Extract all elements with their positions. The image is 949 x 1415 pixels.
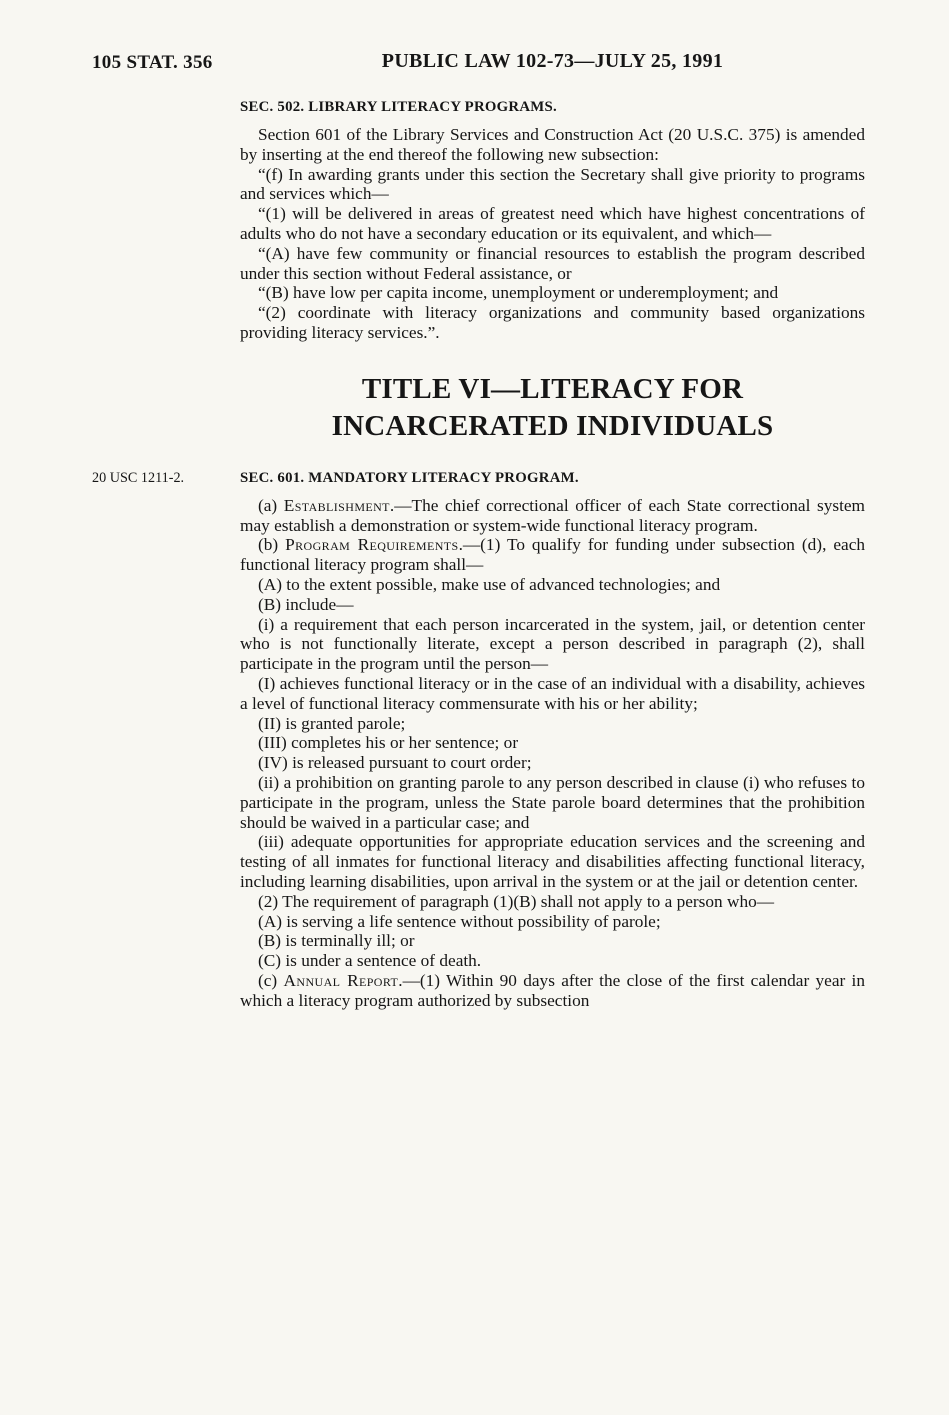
statute-body <box>92 98 866 1010</box>
sec502-subparagraph-B: “(B) have low per capita income, unemployment or underemployment; and <box>258 283 779 303</box>
sec502-intro-paragraph: Section 601 of the Library Services and Construction Act (20 U.S.C. 375) is amended by inserting at the end thereof the following new subsection: <box>240 125 865 164</box>
sec601-subclause-III: (III) completes his or her sentence; or <box>258 733 519 753</box>
sec601-clause-iii: (iii) adequate opportunities for appropriate education services and the screening and testing of all inmates for functional literacy and disabilities affecting functional literacy, including learning disabilities, upon arrival in the system or at the jail or detention center. <box>240 832 865 891</box>
subsection-a-text: .—The chief correctional officer of each State correctional system may establish a demonstration or system-wide functional literacy program. <box>240 495 865 535</box>
sec601-b1-subparagraph-A: (A) to the extent possible, make use of advanced technologies; and <box>258 574 721 594</box>
subsection-c-smallcaps: Annual Report <box>283 970 399 990</box>
stat-page-number: 105 STAT. 356 <box>92 52 213 73</box>
sec601-subclause-IV: (IV) is released pursuant to court order; <box>258 753 532 773</box>
title-vi-line2: INCARCERATED INDIVIDUALS <box>331 409 774 442</box>
sec-502-heading: SEC. 502. LIBRARY LITERACY PROGRAMS. <box>240 99 557 115</box>
sec601-b-paragraph-2: (2) The requirement of paragraph (1)(B) shall not apply to a person who— <box>258 891 775 911</box>
subsection-c-text: .—(1) Within 90 days after the close of the first calendar year in which a literacy program authorized by subsection <box>240 970 865 1010</box>
public-law-title: PUBLIC LAW 102-73—JULY 25, 1991 <box>381 50 724 72</box>
title-vi-line1: TITLE VI—LITERACY FOR <box>361 372 744 405</box>
subsection-c-label: (c) <box>258 970 284 990</box>
title-vi-heading <box>240 371 865 445</box>
sec601-subsection-a <box>240 496 865 536</box>
subsection-b-smallcaps: Program Requirements <box>285 535 459 555</box>
sec-601-section <box>92 469 866 1011</box>
page-header <box>0 50 949 80</box>
sec502-subparagraph-A: “(A) have few community or financial resources to establish the program described under this section without Federal assistance, or <box>240 243 865 283</box>
subsection-b-text: .—(1) To qualify for funding under subsection (d), each functional literacy program shall— <box>240 535 866 575</box>
sec502-paragraph-1: “(1) will be delivered in areas of greatest need which have highest concentrations of adults who do not have a secondary education or its equivalent, and which— <box>240 204 865 243</box>
uscode-margin-note: 20 USC 1211-2. <box>92 469 185 486</box>
sec502-subsection-f: “(f) In awarding grants under this section the Secretary shall give priority to programs and services which— <box>240 164 865 204</box>
sec601-b2-subparagraph-A: (A) is serving a life sentence without possibility of parole; <box>258 911 661 931</box>
subsection-a-smallcaps: Establishment <box>283 495 390 515</box>
sec601-subsection-b <box>240 535 865 575</box>
sec601-b2-subparagraph-B: (B) is terminally ill; or <box>258 931 415 951</box>
sec-601-heading: SEC. 601. MANDATORY LITERACY PROGRAM. <box>240 469 579 486</box>
sec601-subclause-II: (II) is granted parole; <box>258 713 406 733</box>
sec601-b1-subparagraph-B: (B) include— <box>258 594 354 614</box>
sec601-subsection-c <box>240 971 865 1011</box>
subsection-a-label: (a) <box>258 495 284 515</box>
sec601-clause-ii: (ii) a prohibition on granting parole to any person described in clause (i) who refuses to participate in the program, unless the State parole board determines that the prohibition should be waived in a particular case; and <box>240 772 865 832</box>
sec502-paragraph-2: “(2) coordinate with literacy organizations and community based organizations providing literacy services.”. <box>240 303 865 342</box>
sec601-subclause-I: (I) achieves functional literacy or in the case of an individual with a disability, achieves a level of functional literacy commensurate with his or her ability; <box>240 673 865 713</box>
sec601-clause-i: (i) a requirement that each person incarcerated in the system, jail, or detention center who is not functionally literate, except a person described in paragraph (2), shall participate in the program until the person— <box>240 614 865 674</box>
sec601-b2-subparagraph-C: (C) is under a sentence of death. <box>258 951 482 971</box>
subsection-b-label: (b) <box>258 535 286 555</box>
